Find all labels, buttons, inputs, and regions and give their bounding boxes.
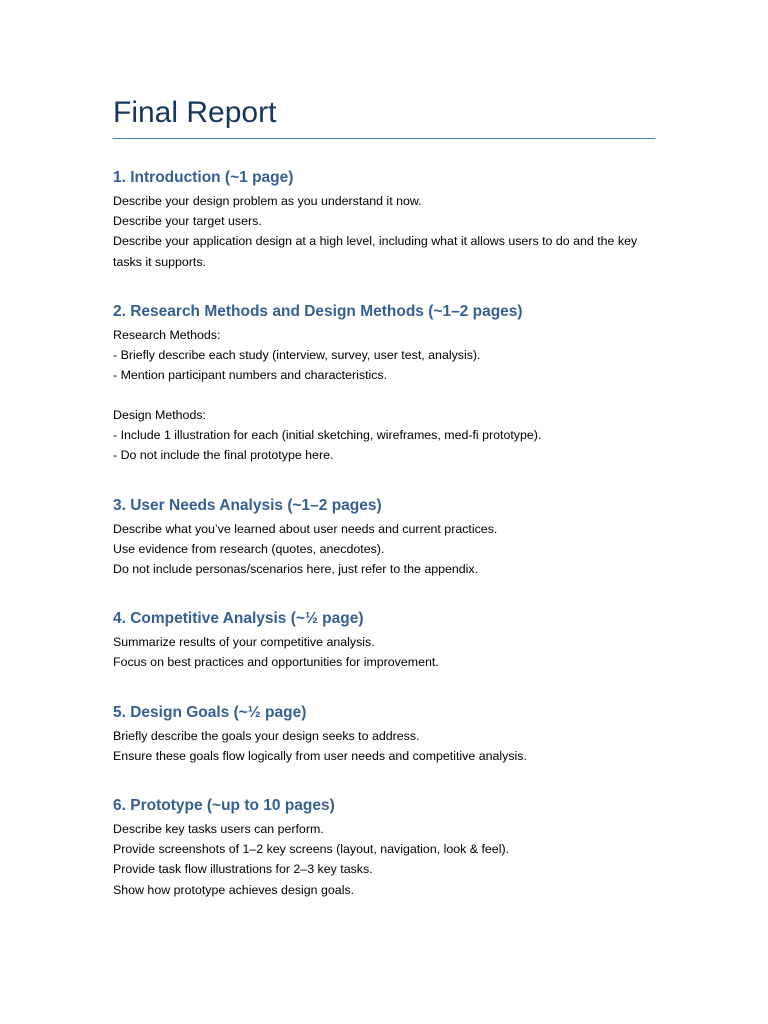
body-line: Ensure these goals flow logically from user needs and competitive analysis. <box>113 748 527 763</box>
body-line: Design Methods: <box>113 407 206 422</box>
body-line: Describe what you’ve learned about user needs and current practices. <box>113 521 498 536</box>
body-line: Describe key tasks users can perform. <box>113 821 324 836</box>
section-user-needs-analysis <box>113 496 655 580</box>
body-line: Use evidence from research (quotes, anecdotes). <box>113 541 385 556</box>
body-line: - Briefly describe each study (interview, survey, user test, analysis). <box>113 348 481 363</box>
section-competitive-analysis <box>113 609 655 672</box>
body-line: - Include 1 illustration for each (initial sketching, wireframes, med-fi prototype). <box>113 428 542 443</box>
body-line: Provide screenshots of 1–2 key screens (layout, navigation, look & feel). <box>113 842 510 857</box>
title-underline-rule <box>113 138 655 139</box>
section-heading: 3. User Needs Analysis (~1–2 pages) <box>113 496 382 514</box>
section-prototype <box>113 796 655 900</box>
body-line: Focus on best practices and opportunities for improvement. <box>113 655 439 670</box>
section-introduction <box>113 168 655 272</box>
body-line: - Do not include the final prototype here. <box>113 448 334 463</box>
body-line: Describe your target users. <box>113 214 262 229</box>
section-heading: 5. Design Goals (~½ page) <box>113 703 307 721</box>
section-heading: 4. Competitive Analysis (~½ page) <box>113 610 364 628</box>
body-line: Summarize results of your competitive analysis. <box>113 635 375 650</box>
body-line: Research Methods: <box>113 327 221 342</box>
body-line: - Mention participant numbers and characteristics. <box>113 368 388 383</box>
section-heading: 6. Prototype (~up to 10 pages) <box>113 796 335 814</box>
body-line: Provide task flow illustrations for 2–3 key tasks. <box>113 862 373 877</box>
document-title: Final Report <box>113 96 277 129</box>
document-page <box>113 94 655 930</box>
section-research-design-methods <box>113 302 655 466</box>
paragraph-gap <box>113 385 655 405</box>
section-heading: 2. Research Methods and Design Methods (~1–2 pages) <box>113 302 523 320</box>
body-line: Do not include personas/scenarios here, just refer to the appendix. <box>113 561 479 576</box>
body-line: Show how prototype achieves design goals. <box>113 882 355 897</box>
body-line: Briefly describe the goals your design seeks to address. <box>113 728 420 743</box>
body-line: Describe your application design at a high level, including what it allows users to do and the key tasks it supports. <box>113 234 638 269</box>
section-design-goals <box>113 703 655 766</box>
section-heading: 1. Introduction (~1 page) <box>113 169 294 186</box>
body-line: Describe your design problem as you understand it now. <box>113 194 422 208</box>
